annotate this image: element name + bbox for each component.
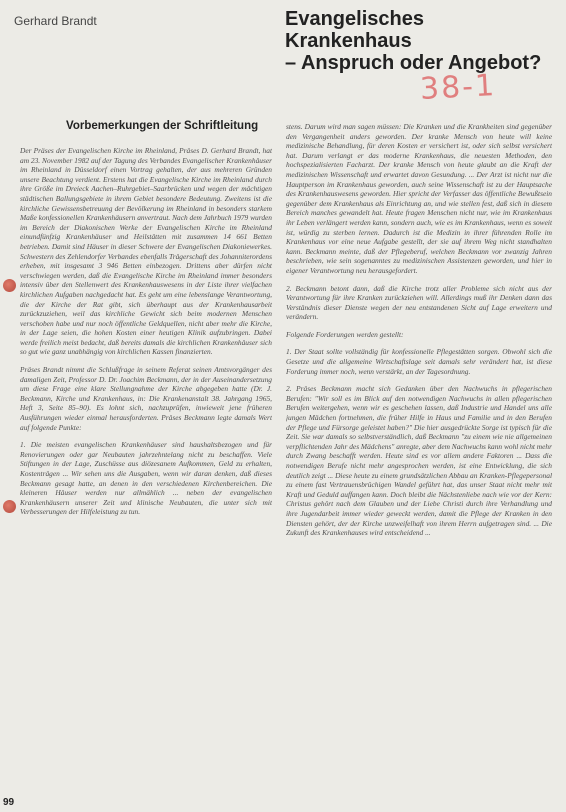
- author-name: Gerhard Brandt: [14, 14, 97, 28]
- title-line-1: Evangelisches Krankenhaus: [285, 8, 424, 52]
- left-column: [20, 146, 272, 806]
- left-paragraph-3: 1. Die meisten evangelischen Krankenhäuser sind haushaltsbezogen und für Renovierungen oder gar Neubauten jahrzehntelang nicht zu beschaffen. Viele Stiftungen in der Lage, Zuschüsse aus diözesanem Aufkommen, Geld zu erhalten, Kostenträgen ... Wir sehen uns die Ausgaben, wenn wir daran denken, daß dieses Beckmann gesagt hatte, an denen in den verschiedenen Kirchenbereichen. Die kleineren Häuser werden nur allmählich ... neben der evangelischen Krankenhäusern unserer Zeit und klinische Neubauten, die unter sich mit Verbesserungen der Hilfeleistung zu tun.: [20, 440, 272, 517]
- right-paragraph-3: Folgende Forderungen werden gestellt:: [286, 329, 404, 339]
- handwritten-annotation: 38-1: [419, 68, 497, 107]
- article-title: [285, 8, 555, 74]
- binder-hole-icon: [3, 500, 16, 513]
- right-paragraph-1: stens. Darum wird man sagen müssen: Die Kranken und die Krankheiten sind gegenüber den Vergangenheit anders geworden. Der kranke Mensch von heute will keine medizinische Behandlung, für deren Kosten er versichert ist, oder sich selbst versichert hat. Darum verlangt er das moderne Krankenhaus, die neuesten Methoden, den hochspezialisierten Facharzt. Der kranke Mensch von heute glaubt an die Kraft der medizinischen Wissenschaft und erwartet davon Gesundung. ... Der Arzt ist nicht nur die Hauptperson im Krankenhaus geworden, auch seine Wissenschaft ist zu der Hauptsache des Krankenhauswesens geworden. Hier spricht der Verfasser das öffentliche Bewußtsein gegenüber dem Krankenhaus als Einrichtung an, und wie stellen fest, daß sich in diesem Bereich manches gewandelt hat. Heute fragen Menschen nicht nur, wie im Krankenhaus ihr Leben verlängert werden kann, sondern auch, wie es im Krankenhaus, wenn es soweit ist, würdig zu sterben lernen. Dadurch ist die Medizin in ihrer führenden Rolle im Krankenhaus vor eine neue Aufgabe gestellt, der sie auf ihrem Weg nicht standhalten kann. Beckmann meinte, daß der Pflegeberuf, welchen Beckmann vor zwanzig Jahren beschrieben, wie sein sogenanntes zu medizinischen Assistenzen geworden, und hier in eigener Verantwortung neu herausgefordert.: [286, 122, 552, 275]
- right-column: [286, 122, 552, 808]
- left-paragraph-2: Präses Brandt nimmt die Schlußfrage in seinem Referat seinen Amtsvorgänger des damaligen Zeit, Professor D. Dr. Joachim Beckmann, der in der Auseinandersetzung um diese Frage eine klare Stellungnahme der Kirche abgegeben hatte (Dr. J. Beckmann, Kirche und Krankenhaus, in: Die Krankenanstalt 38. Jahrgang 1965, Heft 3, Seite 85–90). Es lohnt sich, nachzuprüfen, inwieweit jene früheren Ausführungen wieder einmal herausforderten. Präses Beckmann legte damals Wert auf folgende Punkte:: [20, 365, 272, 432]
- page-number: 99: [3, 797, 15, 808]
- title-line-2: – Anspruch oder Angebot?: [285, 52, 542, 74]
- binder-hole-icon: [3, 279, 16, 292]
- right-paragraph-4: 1. Der Staat sollte vollständig für konfessionelle Pflegestätten sorgen. Obwohl sich die Gesetze und die allgemeine Wirtschaftslage seit damals sehr verändert hat, ist diese Forderung immer noch, wenn verstärkt, an der Tagesordnung.: [286, 347, 552, 376]
- right-paragraph-2: 2. Beckmann betont dann, daß die Kirche trotz aller Probleme sich nicht aus der Verantwortung für ihre Kranken zurückziehen will. Allerdings muß ihr Denken dann das Verständnis dieser Dienste wegen der neu entstandenen Sicht auf Lage erweitern und verändern.: [286, 283, 552, 322]
- right-paragraph-5: 2. Präses Beckmann macht sich Gedanken über den Nachwuchs in pflegerischen Berufen: "Wir soll es im Blick auf den notwendigen Nachwuchs in allen pflegerischen Berufen weitergehen, wenn wir es geschehen lassen, daß Industrie und Handel uns alle jungen Mädchen fortnehmen, die früher Hilfe in Haus und Familie und in den Berufen der Pflege und Fürsorge geleistet haben?" Die hier ausgedrückte Sorge ist typisch für die Zeit. Sie war damals so selbstverständlich, daß Beckmann "zu einem wie nie allgemeinen verpflichtenden Jahr des Mädchens" anregte, aber dem Nachwuchs kann wohl nicht mehr durch Zwang beschafft werden. Heute sind es vor allem andere Faktoren ... Dass die notwendigen Berufe nicht mehr angesprochen werden, ist eine Entwicklung, die sich deutlich zeigt ... Diese heute zu einem grundsätzlichen Abbau an Kranken-Pflegepersonal zu einem fast Vertrauensbrüchigen Wandel geführt hat, das unser Staat nicht mehr mit Kraft und Geduld auffangen kann. Doch bleibt die Nächstenliebe nach wie vor der Kern: Christus gehört nach dem Glauben und der Liebe Christi durch ihre Verhandlung und ihre Jugendarbeit immer wieder geweckt werden, damit die Pflege der Kranken in den Diensten gehört, der der Kirche unzweifelhaft von ihrem Herrn aufgetragen sind. ... Die Zukunft des Krankenhauses wird entscheidend ...: [286, 384, 552, 538]
- left-paragraph-1: Der Präses der Evangelischen Kirche im Rheinland, Präses D. Gerhard Brandt, hat am 23. November 1982 auf der Tagung des Verbandes Evangelischer Krankenhäuser im Rheinland in Düsseldorf einen Vortrag gehalten, der aus mehreren Gründen unsere Beachtung verdient. Erstens hat die Evangelische Kirche im Rheinland durch ihre Größe im Dreieck Aachen–Ruhrgebiet–Saarbrücken und wegen der mächtigen städtischen Ballungsgebiete in ihrem Gebiet besondere Bedeutung. Zweitens ist die kirchliche Gewissensbetreuung der Bevölkerung im Rheinland in besonders starkem Maße konfessionellen Krankenhäusern anvertraut. Nach dem Jahrbuch 1979 wurden im Bereich der Diakonischen Werke der Evangelischen Kirche im Rheinland einundfünfzig Krankenhäuser und Heilstätten mit zusammen 14 661 Betten betrieben. Damit sind Häuser in dieser Schwere der Evangelischen Diakoniewerkes. Schwestern des Zehlendorfer Verbandes ebenfalls Trägerschaft des Johanniterordens erheben, mit insgesamt 3 946 Betten einbezogen. Drittens aber dürfen nicht verschwiegen werden, daß die Evangelische Kirche im Rheinland immer besonders intensiv über den Stellenwert des Krankenhauswesens in der Liste ihrer vielfachen kirchlichen Aufgaben nachgedacht hat. Es geht um eine lebenslange Verantwortung, die der Kirche der Rat gibt, sich überhaupt aus der Krankenhausarbeit zurückzuziehen, weil das kirchliche Gewicht sich beim modernen Menschen verschoben habe und nur noch öffentliche Geldquellen, nicht aber mehr die Kirche, in der Lage seien, die hohen Kosten einer heutigen Klinik aufzubringen. Dabei werde freilich meist bedacht, daß bereits damals die kirchlichen Krankenhäuser sich so gut wie ganz unabhängig von kirchlichen Kassen finanzierten.: [20, 146, 272, 357]
- section-heading: Vorbemerkungen der Schriftleitung: [66, 120, 259, 132]
